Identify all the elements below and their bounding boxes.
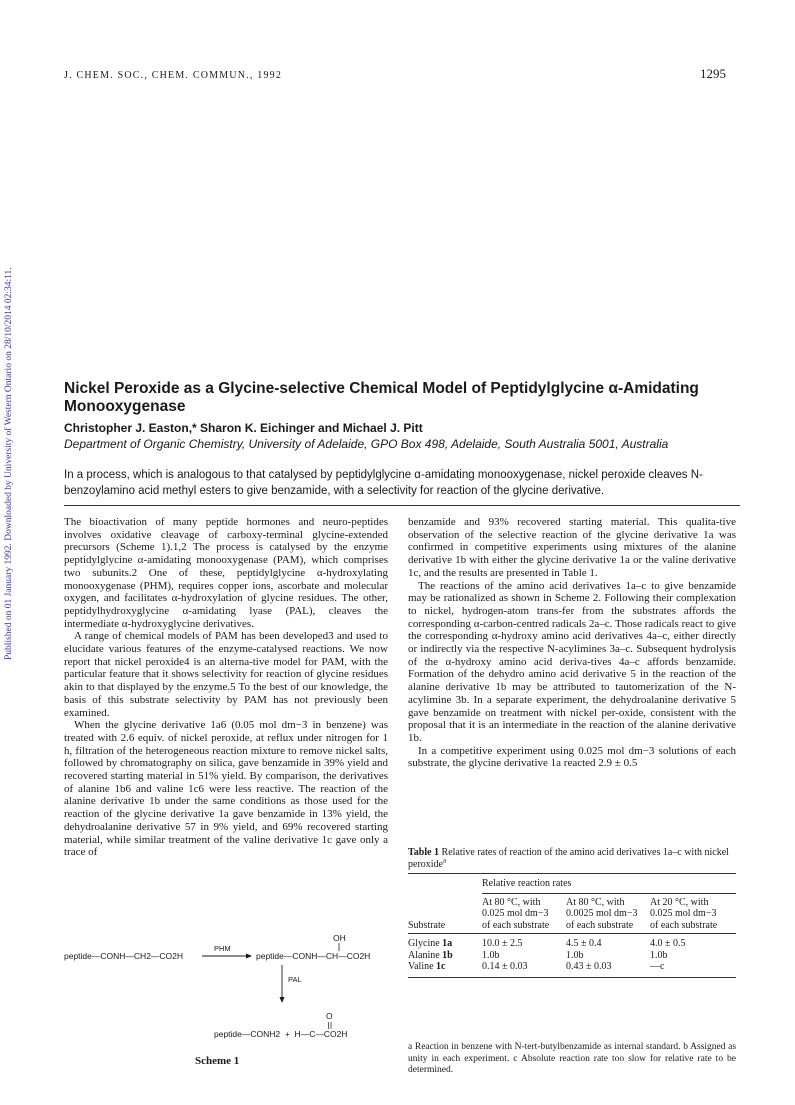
table-column-header: At 80 °C, with 0.0025 mol dm−3 of each substrate [566, 893, 650, 934]
paragraph: In a competitive experiment using 0.025 mol dm−3 solutions of each substrate, the glycine derivative 1a reacted 2.9 ± 0.5 [408, 744, 736, 770]
article-authors: Christopher J. Easton,* Sharon K. Eichinger and Michael J. Pitt [64, 421, 423, 435]
article-title: Nickel Peroxide as a Glycine-selective Chemical Model of Peptidylglycine α-Amidating Monooxygenase [64, 380, 699, 415]
table-footnotes [408, 1042, 736, 1077]
table-caption-text: Relative rates of reaction of the amino acid derivatives 1a–c with nickel peroxide [408, 847, 729, 870]
scheme-enzyme-pal: PAL [288, 975, 302, 984]
table-row: Alanine 1b 1.0b 1.0b 1.0b [408, 949, 668, 961]
scheme-enzyme-phm: PHM [214, 944, 231, 953]
paragraph: benzamide and 93% recovered starting material. This qualita-tive observation of the selective reaction of the glycine derivative 1a was confirmed in competitive experiments using mixtures of the alanine derivative 1b with either the glycine derivative 1a or the valine derivative 1c, and the results are presented in Table 1. [408, 516, 736, 579]
table-caption-footnote-mark: a [443, 856, 447, 865]
scheme-intermediate: peptide—CONH—CH—CO2H [256, 951, 371, 961]
table-column-header: At 20 °C, with 0.025 mol dm−3 of each substrate [650, 893, 736, 934]
paragraph: A range of chemical models of PAM has been developed3 and used to elucidate various features of the enzyme-catalysed reactions. We now report that nickel peroxide4 is an alterna-tive model for PAM, with the particular feature that it shows selectivity for reaction of glycine residues akin to that displayed by the enzyme.5 To the best of our knowledge, the basis of this substrate selectivity by PAM has not previously been examined. [64, 630, 388, 719]
article-affiliation: Department of Organic Chemistry, University of Adelaide, GPO Box 498, Adelaide, South Australia 5001, Australia [64, 437, 669, 451]
table-caption-label: Table 1 [408, 847, 440, 858]
download-watermark [4, 267, 20, 676]
table-footnote: a Reaction in benzene with N-tert-butylbenzamide as internal standard. [408, 1042, 681, 1052]
reaction-arrowhead-1 [246, 954, 252, 959]
paragraph: The bioactivation of many peptide hormones and neuro-peptides involves oxidative cleavage of carboxy-terminal glycine-extended precursors (Scheme 1).1,2 The process is catalysed by the enzyme peptidylglycine α-amidating monooxygenase (PAM), which comprises two subunits.2 One of these, peptidylglycine α-hydroxylating monooxygenase (PHM), requires copper ions, ascorbate and molecular oxygen, and facilitates α-hydroxylation of glycine residues. The other, peptidylhydroxyglycine α-amidating lyase (PAL), cleaves the intermediate α-hydroxyglycine derivatives. [64, 516, 388, 630]
scheme-label: Scheme 1 [195, 1055, 240, 1067]
hydroxyl-label: OH [333, 933, 346, 943]
rates-table [408, 873, 736, 978]
reaction-scheme [64, 925, 394, 1050]
paragraph: The reactions of the amino acid derivatives 1a–c to give benzamide may be rationalized as shown in Scheme 2. Following their complexation to nickel, hydrogen-atom trans-fer from the substrates affords the corresponding α-carbon-centred radicals 2a–c. Those radicals react to give the corresponding α-hydroxy amino acid derivatives 4a–c, either directly or indirectly via the respective N-acylimines 3a–c. Subsequent hydrolysis of the α-hydroxy amino acid deriva-tives 4a–c affords benzamide. Formation of the dehydro amino acid derivative 5 in the reaction of the alanine derivative 1b may be attributed to tautomerization of the N-acylimine 3b. In a separate experiment, the dehydroalanine derivative 5 gave benzamide on treatment with nickel per-oxide, consistent with the proposal that it is an intermediate in the reaction of the alanine derivative 1b. [408, 579, 736, 744]
page-number: 1295 [700, 66, 726, 81]
table-row: Glycine 1a 10.0 ± 2.5 4.5 ± 0.4 4.0 ± 0.5 [408, 934, 736, 950]
paragraph: When the glycine derivative 1a6 (0.05 mol dm−3 in benzene) was treated with 2.6 equiv. of nickel peroxide, at reflux under nitrogen for 1 h, filtration of the heterogeneous reaction mixture to remove nickel salts, followed by chromatography on silica, gave benzamide in 39% yield and recovered starting material in 51% yield. By comparison, the derivatives of alanine 1b6 and valine 1c6 were less reactive. The reaction of the alanine derivative 1b under the same conditions as those used for the reaction of the glycine derivative 1a gave benzamide in 13% yield, the dehydroalanine derivative 57 in 9% yield, and 69% recovered starting material, while similar treatment of the valine derivative 1c gave only a trace of [64, 719, 388, 859]
article-abstract: In a process, which is analogous to that catalysed by peptidylglycine α-amidating monooxygenase, nickel peroxide cleaves N-benzoylamino acid methyl esters to give benzamide, with a selectivity for reaction of the glycine derivative. [64, 469, 703, 497]
table-row: Valine 1c 0.14 ± 0.03 0.43 ± 0.03 —c [408, 961, 736, 977]
table-stub-header: Substrate [408, 919, 446, 931]
table-column-header: At 80 °C, with 0.025 mol dm−3 of each substrate [482, 893, 566, 934]
table-footnote: c Absolute reaction rate too slow for relative rate to be determined. [408, 1053, 737, 1075]
abstract-divider [64, 505, 740, 506]
right-column [408, 516, 736, 770]
running-head: J. CHEM. SOC., CHEM. COMMUN., 1992 [64, 70, 283, 81]
oxo-label: O [326, 1011, 333, 1021]
table-footnote: b Assigned as unity in each experiment. [408, 1042, 737, 1064]
table-group-header: Relative reaction rates [482, 878, 572, 889]
left-column [64, 516, 388, 859]
table-caption [408, 847, 736, 871]
scheme-substrate: peptide—CONH—CH2—CO2H [64, 951, 184, 961]
scheme-products: peptide—CONH2 + H—C—CO2H [214, 1029, 348, 1039]
reaction-arrowhead-2 [280, 997, 285, 1003]
download-watermark-text: Published on 01 January 1992. Downloaded by University of Western Ontario on 28/10/2014 02:34:11. [4, 267, 14, 660]
